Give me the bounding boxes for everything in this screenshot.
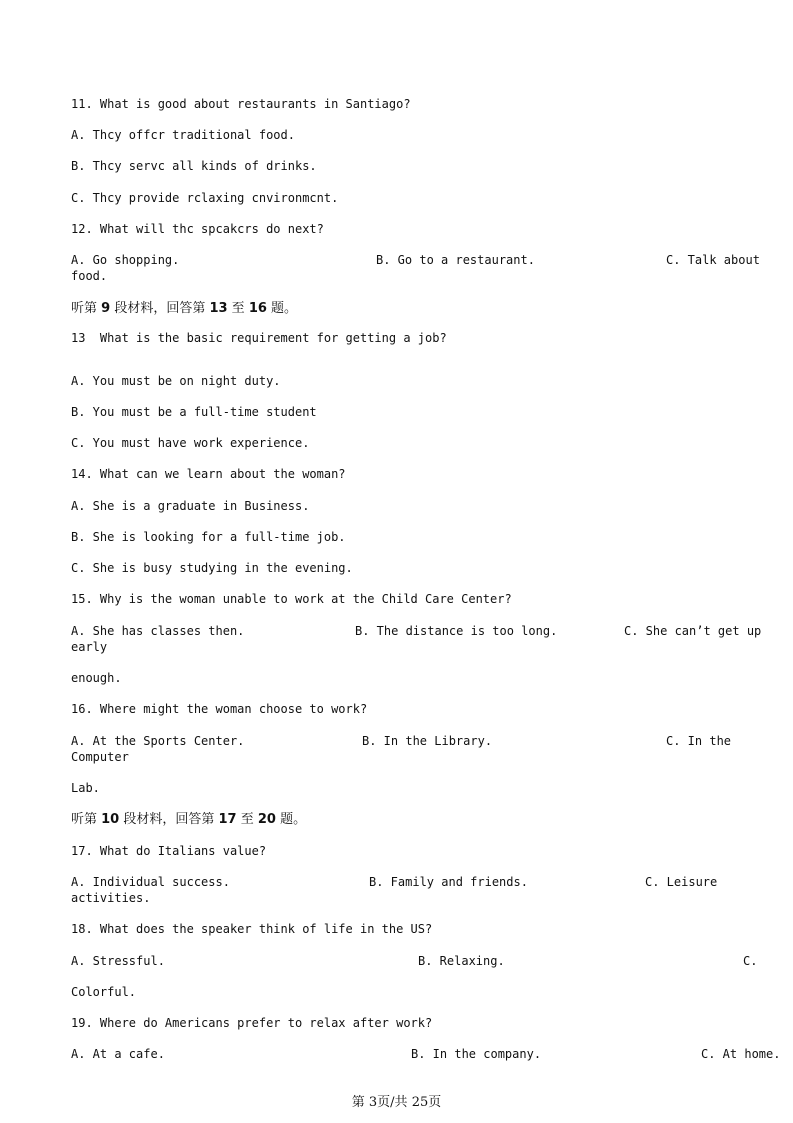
page-total: 25: [411, 1095, 429, 1110]
q19-option-c: C. At home.: [701, 1047, 781, 1061]
q16-option-a: A. At the Sports Center.: [71, 734, 245, 748]
q18-option-b: B. Relaxing.: [418, 954, 505, 968]
q17-options-row: [71, 874, 759, 890]
section-9-heading: 听第 9 段材料，回答第 13 至 16 题。: [71, 301, 298, 316]
q11-option-c: C. Thcy provide rclaxing cnvironmcnt.: [71, 191, 339, 205]
q15-option-a: A. She has classes then.: [71, 624, 245, 638]
q12-option-c-wrap: food.: [71, 269, 108, 283]
page-number: 3: [368, 1095, 378, 1110]
q18-options-row: [71, 953, 759, 969]
question-19: 19. Where do Americans prefer to relax after work?: [71, 1016, 433, 1030]
q14-option-a: A. She is a graduate in Business.: [71, 499, 310, 513]
q13-option-c: C. You must have work experience.: [71, 436, 310, 450]
page-footer: 第 3页/共 25页: [351, 1095, 442, 1110]
q14-option-b: B. She is looking for a full-time job.: [71, 530, 346, 544]
q11-option-a: A. Thcy offcr traditional food.: [71, 128, 295, 142]
question-16: 16. Where might the woman choose to work?: [71, 702, 368, 716]
q12-option-c: C. Talk about: [666, 253, 760, 267]
q17-option-c: C. Leisure: [645, 875, 718, 889]
q14-option-c: C. She is busy studying in the evening.: [71, 561, 353, 575]
q13-option-b: B. You must be a full-time student: [71, 405, 317, 419]
q17-option-c-wrap: activities.: [71, 891, 151, 905]
q16-option-c-wrap: Computer: [71, 750, 129, 764]
question-18: 18. What does the speaker think of life in the US?: [71, 922, 433, 936]
question-12: 12. What will thc spcakcrs do next?: [71, 222, 324, 236]
q12-option-a: A. Go shopping.: [71, 253, 180, 267]
q18-option-c-wrap: Colorful.: [71, 985, 137, 999]
q17-option-a: A. Individual success.: [71, 875, 230, 889]
q17-option-b: B. Family and friends.: [369, 875, 528, 889]
question-14: 14. What can we learn about the woman?: [71, 467, 346, 481]
q13-option-a: A. You must be on night duty.: [71, 374, 281, 388]
q16-options-row: [71, 733, 759, 749]
q19-option-b: B. In the company.: [411, 1047, 542, 1061]
q18-option-c: C.: [743, 954, 758, 968]
q11-option-b: B. Thcy servc all kinds of drinks.: [71, 159, 317, 173]
question-13: 13 What is the basic requirement for getting a job?: [71, 331, 447, 345]
q19-options-row: [71, 1046, 781, 1062]
q15-option-c-wrap-2: enough.: [71, 671, 122, 685]
q16-option-b: B. In the Library.: [362, 734, 493, 748]
q19-option-a: A. At a cafe.: [71, 1047, 165, 1061]
q12-options-row: [71, 252, 759, 268]
question-15: 15. Why is the woman unable to work at the Child Care Center?: [71, 592, 512, 606]
q16-option-c: C. In the: [666, 734, 732, 748]
q15-options-row: [71, 623, 762, 639]
question-11: 11. What is good about restaurants in Santiago?: [71, 97, 411, 111]
q12-option-b: B. Go to a restaurant.: [376, 253, 535, 267]
question-17: 17. What do Italians value?: [71, 844, 267, 858]
q15-option-b: B. The distance is too long.: [355, 624, 558, 638]
q16-option-c-wrap-2: Lab.: [71, 781, 100, 795]
q18-option-a: A. Stressful.: [71, 954, 165, 968]
section-10-heading: 听第 10 段材料，回答第 17 至 20 题。: [71, 812, 307, 827]
q15-option-c: C. She can’t get up: [624, 624, 762, 638]
q15-option-c-wrap: early: [71, 640, 108, 654]
